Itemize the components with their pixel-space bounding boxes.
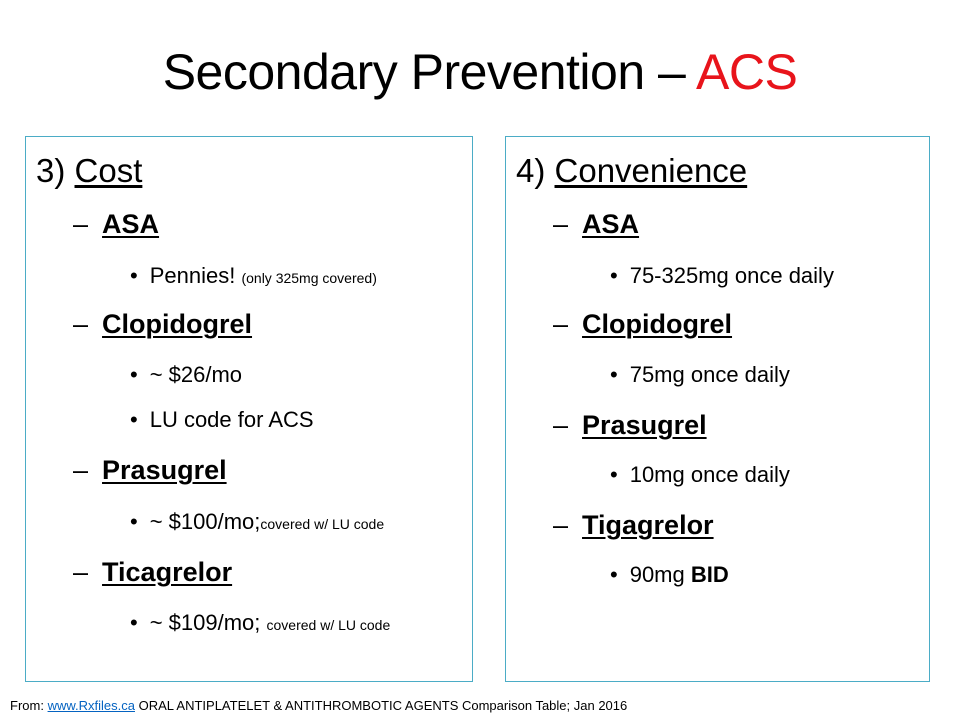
cost-clop-bullet-2: • LU code for ACS [130,407,314,432]
convenience-heading: 4) Convenience [516,152,748,189]
title-main: Secondary Prevention – [162,44,696,100]
cost-heading-word: Cost [74,152,143,189]
cost-clop-bullet-1: • ~ $26/mo [130,362,243,387]
cost-asa-bullet: • Pennies! (only 325mg covered) [130,263,377,288]
convenience-panel [505,136,930,682]
rxfiles-link[interactable]: www.Rxfiles.ca [47,698,135,713]
conv-asa-bullet: • 75-325mg once daily [610,263,834,288]
source-footer: From: www.Rxfiles.ca ORAL ANTIPLATELET & ANTITHROMBOTIC AGENTS Comparison Table; Jan 2016 [10,698,628,713]
cost-pras-bullet: • ~ $100/mo;covered w/ LU code [130,509,385,534]
conv-drug-tigagrelor: – Tigagrelor [553,510,714,540]
conv-drug-asa: – ASA [553,209,640,239]
cost-drug-clopidogrel: – Clopidogrel [73,309,253,339]
convenience-heading-word: Convenience [554,152,748,189]
cost-drug-asa: – ASA [73,209,160,239]
slide-title [0,40,960,104]
cost-heading: 3) Cost [36,152,143,189]
conv-tiga-bullet: • 90mg BID [610,562,729,587]
conv-clop-bullet: • 75mg once daily [610,362,790,387]
conv-pras-bullet: • 10mg once daily [610,462,790,487]
cost-drug-ticagrelor: – Ticagrelor [73,557,233,587]
conv-drug-prasugrel: – Prasugrel [553,410,707,440]
cost-panel [25,136,473,682]
cost-drug-prasugrel: – Prasugrel [73,455,227,485]
conv-drug-clopidogrel: – Clopidogrel [553,309,733,339]
title-accent: ACS [696,44,798,100]
cost-tica-bullet: • ~ $109/mo; covered w/ LU code [130,610,391,635]
